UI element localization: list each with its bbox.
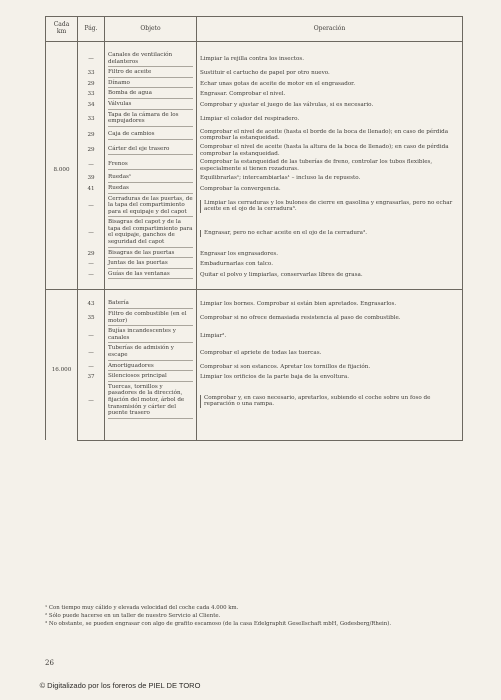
footnote-1: ¹ Con tiempo muy cálido y elevada velocidad del coche cada 4.000 km. [45,605,239,611]
item-operation [197,270,463,281]
item-object [105,89,197,100]
page-ref: — [78,362,105,373]
item-object-text: Filtro de combustible (en el motor) [108,311,193,326]
item-object [105,310,197,327]
table-row [46,173,463,184]
item-object-text: Bomba de agua [108,90,193,99]
table-row [46,184,463,195]
table-row [46,89,463,100]
header-objeto: Objeto [105,17,197,42]
item-object-text: Juntas de las puertas [108,260,193,269]
item-object-text: Tuercas, tornillos y pasadores de la dirección, fijación del motor, árbol de transmisión y cárter del puente trasero [108,384,193,419]
item-object-text: Amortiguadores [108,363,193,372]
item-operation-text: Echar unas gotas de aceite de motor en el engrasador. [200,80,356,87]
item-operation [197,100,463,111]
item-operation [197,184,463,195]
item-operation [197,111,463,128]
item-object [105,100,197,111]
item-operation [197,299,463,310]
page-ref: 43 [78,299,105,310]
table-row [46,299,463,310]
page-ref: — [78,259,105,270]
page-number: 26 [45,659,54,667]
maintenance-table [45,16,463,441]
page-ref: 41 [78,184,105,195]
footnote-2: ² Sólo puede hacerse en un taller de nuestro Servicio al Cliente. [45,613,221,619]
table-row [46,383,463,420]
item-object [105,299,197,310]
table-row [46,249,463,260]
table-row [46,362,463,373]
page-ref: — [78,218,105,248]
table-row [46,158,463,173]
page-ref: 34 [78,100,105,111]
table-row [46,270,463,281]
page-ref: 29 [78,143,105,158]
item-object-text: Ruedas¹ [108,174,193,183]
item-operation [197,51,463,68]
item-operation-text: Sustituir el cartucho de papel por otro nuevo. [200,70,330,77]
item-object-text: Bujías incandescentes y canales [108,328,193,343]
item-object-text: Cerraduras de las puertas, de la tapa del compartimiento para el equipaje y del capot [108,196,193,218]
item-operation-text: Comprobar el nivel de aceite (hasta el borde de la boca de llenado); en caso de pérdida comprobar la estanqueidad. [200,128,449,142]
item-operation-text: Limpiar los bornes. Comprobar si están bien apretados. Engrasarlos. [200,301,397,308]
page-ref: 33 [78,89,105,100]
item-operation-text: Limpiar el colador del respiradero. [200,115,300,122]
item-operation [197,344,463,361]
item-object-text: Silenciosos principal [108,373,193,382]
page-ref: — [78,270,105,281]
item-operation [197,249,463,260]
item-object [105,111,197,128]
page-ref: 37 [78,372,105,383]
page-ref: 29 [78,79,105,90]
header-km: Cada km [46,17,78,42]
item-object-text: Cárter del eje trasero [108,146,193,155]
item-operation [197,68,463,79]
item-object [105,128,197,143]
item-operation [197,310,463,327]
item-object-text: Bisagras de las puertas [108,250,193,259]
item-object [105,68,197,79]
table-row [46,111,463,128]
item-operation [197,173,463,184]
item-object-text: Válvulas [108,101,193,110]
item-operation-text: Comprobar y, en caso necesario, apretarlos, subiendo el coche sobre un foso de reparación o una rampa. [200,395,459,408]
item-object [105,79,197,90]
item-operation-text: Comprobar el apriete de todas las tuercas. [200,349,322,356]
item-operation [197,143,463,158]
item-object [105,259,197,270]
page-ref: 39 [78,173,105,184]
table-row [46,128,463,143]
table-row [46,372,463,383]
item-object [105,218,197,248]
table-row [46,327,463,344]
table-row [46,218,463,248]
item-operation [197,89,463,100]
item-object-text: Canales de ventilación delanteros [108,52,193,67]
item-operation [197,79,463,90]
item-operation-text: Limpiar². [200,332,227,339]
item-object [105,344,197,361]
credit-watermark: © Digitalizado por los foreros de PIEL DE TORO [39,681,201,690]
item-object [105,383,197,420]
item-object [105,143,197,158]
item-operation-text: Quitar el polvo y limpiarlas, conservarlas libres de grasa. [200,271,363,278]
table-body [46,42,463,441]
item-object [105,173,197,184]
item-operation-text: Equilibrarlas¹; intercambiarlas¹ – incluso la de repuesto. [200,175,361,182]
header-pag: Pág. [78,17,105,42]
item-object-text: Ruedas [108,185,193,194]
footnotes [45,605,465,629]
item-object-text: Batería [108,300,193,309]
item-operation [197,128,463,143]
item-operation [197,259,463,270]
item-object-text: Guías de las ventanas [108,271,193,280]
km-interval: 16.000 [46,299,78,440]
item-object-text: Dínamo [108,80,193,89]
page-ref: — [78,383,105,420]
item-object [105,51,197,68]
item-object [105,249,197,260]
item-object-text: Filtro de aceite [108,69,193,78]
item-object [105,372,197,383]
footnote-3: ³ No obstante, se pueden engrasar con algo de grafito escamoso (de la casa Edelgraphit Gesellschaft mbH, Godesberg/Rhein). [45,621,392,627]
page-ref: — [78,327,105,344]
item-object [105,362,197,373]
item-operation [197,218,463,248]
item-operation-text: Limpiar las cerraduras y los bulones de cierre en gasolina y engrasarlas, pero no echar aceite en el ojo de la cerradura³. [200,200,459,213]
item-object-text: Frenos [108,161,193,170]
table-row [46,51,463,68]
page-ref: — [78,195,105,219]
item-object [105,270,197,281]
table-row [46,79,463,90]
item-operation-text: Engrasar los engrasadores. [200,250,279,257]
item-operation-text: Comprobar si son estancos. Apretar los tornillos de fijación. [200,363,371,370]
item-object [105,184,197,195]
page-ref: — [78,344,105,361]
page-ref: — [78,158,105,173]
page-ref: 33 [78,68,105,79]
item-operation-text: Engrasar. Comprobar el nivel. [200,91,286,98]
table-row [46,259,463,270]
page-ref: 29 [78,128,105,143]
item-operation-text: Comprobar el nivel de aceite (hasta la altura de la boca de llenado); en caso de pérdida comprobar la estanqueidad. [200,143,449,157]
table-row [46,143,463,158]
page-ref: 33 [78,111,105,128]
item-operation [197,383,463,420]
item-object [105,195,197,219]
km-interval: 8.000 [46,51,78,290]
item-operation-text: Limpiar los orificios de la parte baja de la envoltura. [200,374,349,381]
table-row [46,310,463,327]
item-operation-text: Limpiar la rejilla contra los insectos. [200,56,304,63]
item-operation [197,158,463,173]
item-operation-text: Engrasar, pero no echar aceite en el ojo de la cerradura³. [200,230,459,237]
item-operation [197,195,463,219]
item-operation [197,327,463,344]
item-operation-text: Comprobar si no ofrece demasiada resistencia al paso de combustible. [200,315,401,322]
page-ref: 35 [78,310,105,327]
item-object-text: Tuberías de admisión y escape [108,345,193,360]
header-operacion: Operación [197,17,463,42]
item-object-text: Tapa de la cámara de los empujadores [108,112,193,127]
table-row [46,100,463,111]
item-object [105,327,197,344]
page-ref: 29 [78,249,105,260]
item-object-text: Caja de cambios [108,131,193,140]
item-object-text: Bisagras del capot y de la tapa del compartimiento para el equipaje, ganchos de seguridad del capot [108,219,193,247]
item-operation [197,362,463,373]
item-operation-text: Comprobar y ajustar el juego de las válvulas, si es necesario. [200,101,374,108]
item-operation-text: Comprobar la estanqueidad de las tuberías de freno, controlar los tubos flexibles, especialmente si tienen rozaduras. [200,159,433,172]
item-object [105,158,197,173]
item-operation-text: Comprobar la convergencia. [200,185,281,192]
page-ref: — [78,51,105,68]
table-row [46,68,463,79]
item-operation-text: Embadurnarlas con talco. [200,261,273,268]
table-row [46,195,463,219]
item-operation [197,372,463,383]
table-row [46,344,463,361]
